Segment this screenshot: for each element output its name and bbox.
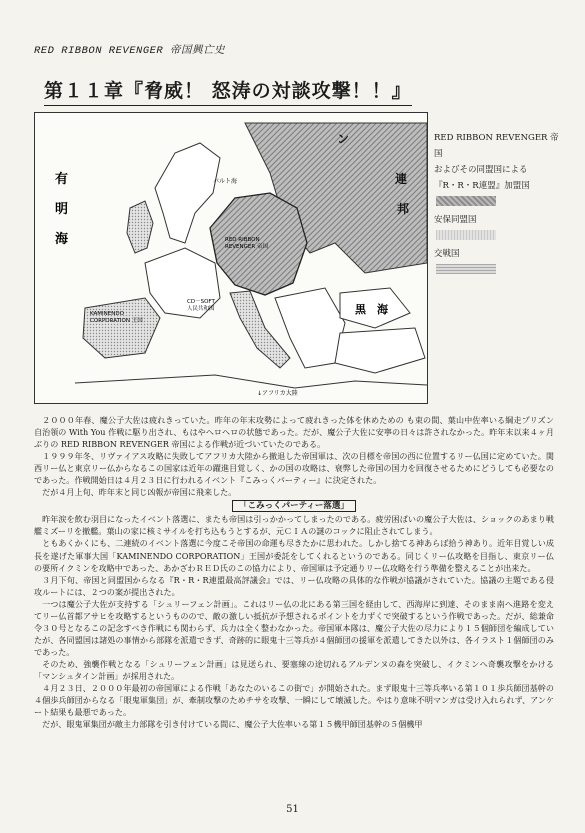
page-number: 51 <box>286 804 299 815</box>
sea-label-3: 海 <box>55 232 69 247</box>
rrr-label-2: REVENGER 帝国 <box>225 244 268 250</box>
sea-label-2: 明 <box>55 202 69 217</box>
rrr-label-1: RED RIBBON <box>225 237 260 243</box>
subheading-text: 「こみっくパーティー落選」 <box>232 500 356 512</box>
paragraph-7: 一つは魔公子大佐が支持する「シュリーフェン計画」。これはリー仏の北にある第三国を経由して、西海岸に到達、そのまま南へ進路を変えてリー仏首都アサヒを攻略するというものので、敵の激しい抵抗が予想されるポイントを力ずくで突破するという作戦であった。だが、総兼命令３０号となるこの記念すべき作戦にも関わらず、兵力は全く整わなかった。帝国軍本隊は、魔公子大佐の尽力により１５個師団を編成していたが、各同盟国は諸処の事情から部隊を派遣できず、奇跡的に眼鬼十三等兵が４個師団の援軍を派遣してきた以外は、各イラスト１個師団のみであった。 <box>34 598 554 657</box>
paragraph-10: だが、眼鬼軍集団が敵主力部隊を引き付けている間に、魔公子大佐率いる第１５機甲師団基幹の５個機甲 <box>42 719 423 730</box>
black-sea-label: 黒 海 <box>355 303 388 316</box>
paragraph-3: だが４月上旬、昨年末と同じ凶報が帝国に飛来した。 <box>42 487 237 498</box>
war-swatch <box>436 264 496 274</box>
africa-arrow-label: ↓アフリカ大陸 <box>257 390 298 397</box>
legend-war: 交戦国 <box>434 249 460 259</box>
paragraph-9: ４月２３日、２０００年最初の帝国軍による作戦「あなたのいるこの街で」が開始された。まず眼鬼十三等兵率いる第１０１歩兵師団基幹の４個歩兵師団からなる「眼鬼軍集団」が、牽制攻撃のためチサを攻撃、一瞬にして壊滅した。やはり意味不明マンガは受け入れられず、アンケート結果も最悪であった。 <box>34 683 554 718</box>
legend-line-1: RED RIBBON REVENGER 帝国 <box>434 133 559 159</box>
uk-region <box>127 201 153 253</box>
federation-label-3: 邦 <box>397 202 410 216</box>
paragraph-1: ２０００年春、魔公子大佐は疲れきっていた。昨年の年末攻勢によって疲れきった体を休めための も束の間、葉山中佐率いる綱走プリズン自治領の With You 作戦に駆り出され、もはやヘロヘロの状態であった。だが、魔公子大佐に安寧の日々は許されなかった。昨年末以来４ヶ月ぶりの RED RIBBON REVENGER 帝国による作戦が近づいていたのである。 <box>34 415 554 450</box>
federation-label-1: ン <box>337 132 350 146</box>
running-header: RED RIBBON REVENGER 帝国興亡史 <box>34 45 226 57</box>
member-swatch <box>436 196 496 206</box>
legend-security: 安保同盟国 <box>434 215 477 225</box>
baltic-label: バルト海 <box>213 178 238 185</box>
legend-line-2: およびその同盟国による <box>434 165 528 175</box>
cdsoft-label-2: 人民共和国 <box>187 306 215 312</box>
kaminendo-label-2: CORPORATION 王国 <box>90 318 143 324</box>
turkey-region <box>335 328 425 373</box>
africa-coast <box>75 375 427 388</box>
paragraph-8: そのため、強襲作戦となる「シュリーフェン計画」は見送られ、要塞線の途切れるアルデンヌの森を突破し、イクミンへ奇襲攻撃をかける「マンシュタイン計画」が採用された。 <box>34 658 554 681</box>
legend-line-3: 『R・R・R連盟』加盟国 <box>434 181 530 191</box>
kaminendo-label-1: KAMINENDO <box>90 311 124 317</box>
europe-map <box>34 112 428 404</box>
paragraph-6: ３月下旬、帝国と同盟国からなる『R・R・R連盟最高評議会』では、リー仏攻略の具体的な作戦が協議がされていた。協議の主題である侵攻ルートには、２つの案が提出された。 <box>34 574 554 597</box>
body-text <box>34 414 554 730</box>
map-legend <box>434 130 564 280</box>
paragraph-2: １９９９年冬、リヴァイアス攻略に失敗してアフリカ大陸から撤退した帝国軍は、次の目標を帝国の西に位置するリー仏国に定めていた。関西リー仏と東京リー仏からなるこの国家は近年の躍進目覚しく、かの国の攻略は、衰弊した帝国の国力を回復させるためにどうしても必要なのであった。作戦開始日は４月２３日に行われるイベント『こみっくパーティー』に決定された。 <box>34 451 554 486</box>
federation-label-2: 連 <box>395 172 408 186</box>
security-swatch <box>436 230 496 240</box>
cdsoft-label-1: CD－SOFT <box>187 299 215 305</box>
subheading <box>34 499 554 512</box>
paragraph-5: ともあくかくにも、二連続のイベント落選に今度こそ帝国の命運も尽きたかに思われた。しかし捨てる神あらば拾う神あり。近年目覚しい成長を遂げた軍事大国「KAMINENDO CORPORATION」王国が委託をしてくれるというのである。同じくリー仏攻略を目指し、東京リー仏の要所イクミンを攻略中であった、あかざわＲＥＤ氏のこの協力により、帝国軍は予定通りリー仏攻略を行う準備を整えることが出来た。 <box>34 538 554 573</box>
iberia-region <box>83 298 160 358</box>
chapter-title: 第１１章『脅威！ 怒涛の対談攻撃！！』 <box>44 76 412 106</box>
paragraph-4: 昨年涙を飲む羽目になったイベント落選に、またも帝国は引っかかってしまったのである。疲労困ぱいの魔公子大佐は、ショックのあまり戦艦ミズーリを撤艦。葉山の家に核ミサイルを打ち込もうとするが、元ＣＩＡの謎のコックに阻止されてしまう。 <box>34 514 554 537</box>
sea-label-1: 有 <box>55 172 69 187</box>
